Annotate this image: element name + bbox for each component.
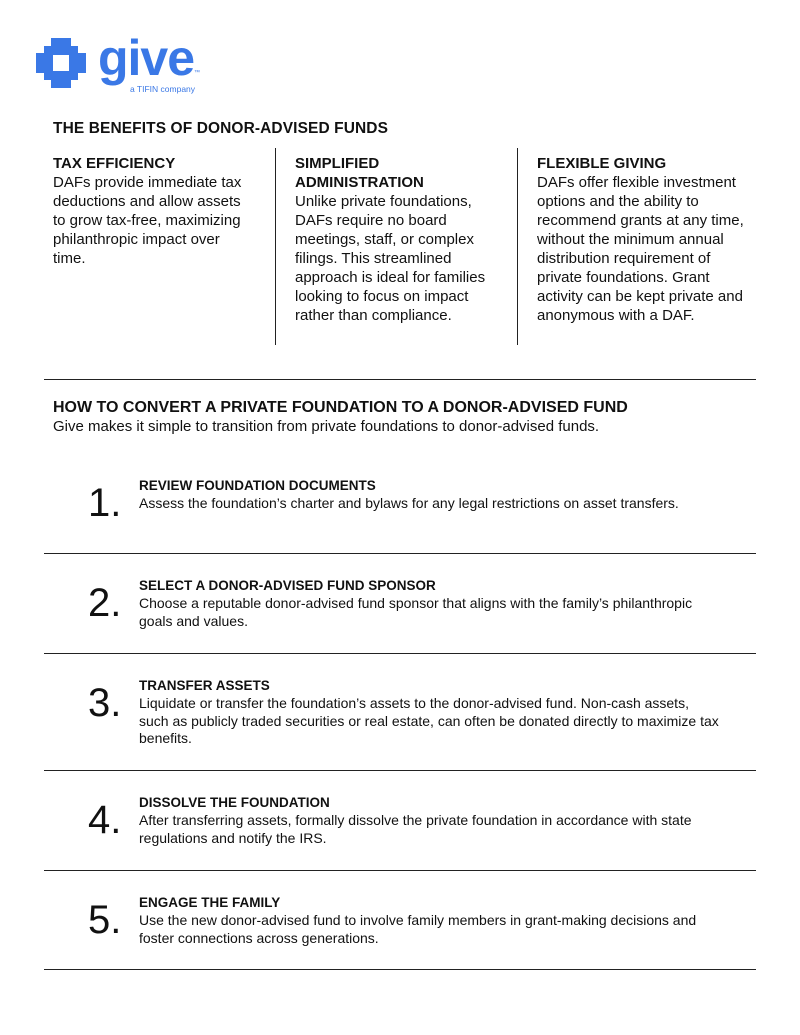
brand-trademark: ™ [194, 70, 200, 76]
column-divider [517, 148, 518, 345]
convert-title: HOW TO CONVERT A PRIVATE FOUNDATION TO A DONOR-ADVISED FUND [53, 399, 628, 416]
benefit-title: FLEXIBLE GIVING [537, 155, 667, 172]
benefit-title: TAX EFFICIENCY [53, 155, 176, 172]
step-divider [44, 770, 756, 771]
benefit-column [295, 154, 507, 325]
give-gear-icon [34, 36, 88, 90]
step-number: 1. [88, 481, 122, 525]
step-title: ENGAGE THE FAMILY [139, 895, 281, 910]
step-title: SELECT A DONOR-ADVISED FUND SPONSOR [139, 578, 436, 593]
brand-wordmark: give [98, 30, 195, 86]
step-divider [44, 969, 756, 970]
step-divider [44, 653, 756, 654]
benefit-title: SIMPLIFIED ADMINISTRATION [295, 155, 424, 191]
benefit-text: DAFs provide immediate tax deductions and allow assets to grow tax-free, maximizing philanthropic impact over time. [53, 174, 242, 267]
section-divider [44, 379, 756, 380]
benefits-title: THE BENEFITS OF DONOR-ADVISED FUNDS [53, 120, 389, 137]
step-title: TRANSFER ASSETS [139, 678, 270, 693]
step-text: Use the new donor-advised fund to involve family members in grant-making decisions and foster connections across generations. [139, 912, 697, 946]
benefit-column [53, 154, 253, 268]
brand-tagline: a TIFIN company [130, 84, 196, 94]
column-divider [275, 148, 276, 345]
step-title: DISSOLVE THE FOUNDATION [139, 795, 330, 810]
step-title: REVIEW FOUNDATION DOCUMENTS [139, 478, 376, 493]
brand-logo [34, 30, 214, 98]
step-divider [44, 553, 756, 554]
step-text: Assess the foundation’s charter and bylaws for any legal restrictions on asset transfers. [139, 495, 679, 511]
step-text: Liquidate or transfer the foundation’s assets to the donor-advised fund. Non-cash assets, such as publicly traded securities or real estate, can often be donated directly to maximize tax benefits. [139, 695, 719, 746]
step-text: Choose a reputable donor-advised fund sponsor that aligns with the family’s philanthropic goals and values. [139, 595, 693, 629]
benefit-column [537, 154, 752, 325]
step-number: 4. [88, 798, 122, 842]
step-number: 2. [88, 581, 122, 625]
benefit-text: Unlike private foundations, DAFs require no board meetings, staff, or complex filings. This streamlined approach is ideal for families looking to focus on impact rather than compliance. [295, 193, 486, 324]
step-divider [44, 870, 756, 871]
step-number: 3. [88, 681, 122, 725]
step-number: 5. [88, 898, 122, 942]
convert-subtitle: Give makes it simple to transition from private foundations to donor-advised funds. [53, 418, 600, 435]
step-text: After transferring assets, formally dissolve the private foundation in accordance with state regulations and notify the IRS. [139, 812, 692, 846]
benefit-text: DAFs offer flexible investment options and the ability to recommend grants at any time, without the minimum annual distribution requirement of private foundations. Grant activity can be kept private and anonymous with a DAF. [537, 174, 744, 324]
